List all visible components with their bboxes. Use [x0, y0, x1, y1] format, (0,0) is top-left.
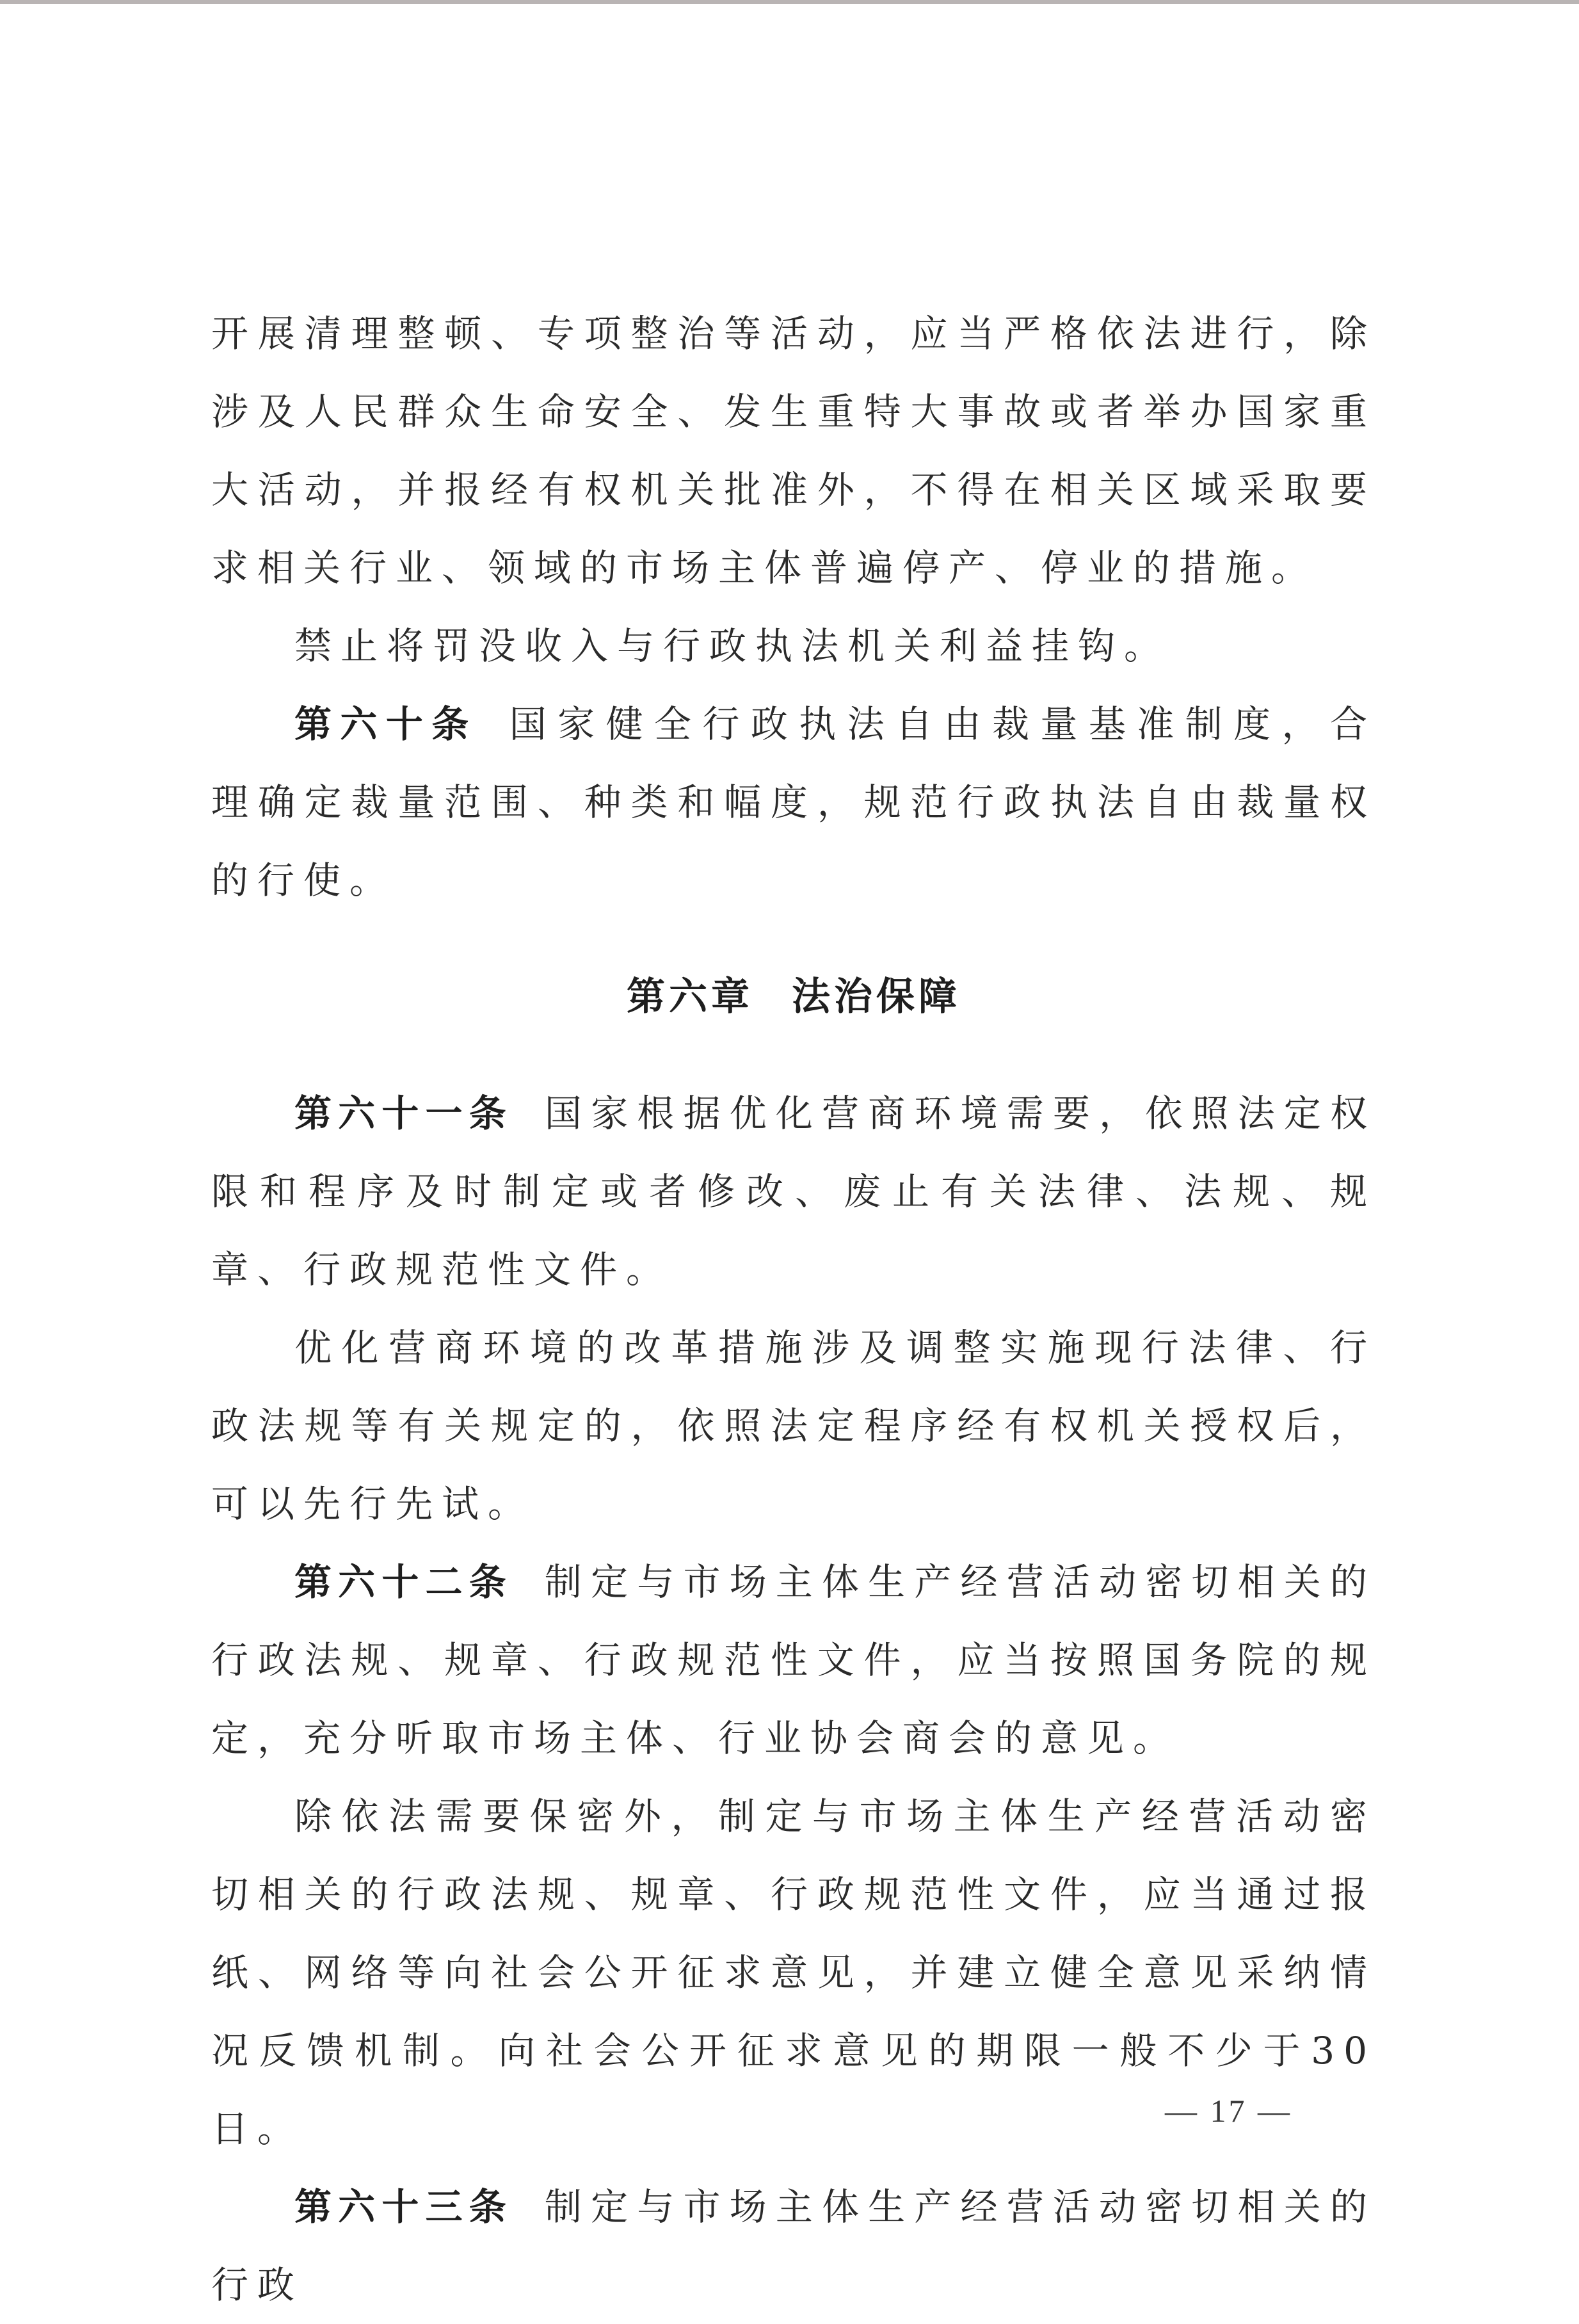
article-61-body: 国家根据优化营商环境需要，依照法定权限和程序及时制定或者修改、废止有关法律、法规、规章、行政规范性文件。: [211, 1092, 1376, 1291]
document-page: [211, 295, 1376, 2324]
article-62: [211, 1543, 1376, 1777]
article-63-body: 制定与市场主体生产经营活动密切相关的行政: [211, 2185, 1376, 2307]
page-number: — 17 —: [1165, 2093, 1292, 2129]
article-61-heading: 第六十一条: [294, 1092, 513, 1135]
article-60-heading: 第六十条: [294, 702, 477, 746]
article-61: [211, 1074, 1376, 1309]
article-60-body: 国家健全行政执法自由裁量基准制度，合理确定裁量范围、种类和幅度，规范行政执法自由裁量权的行使。: [211, 702, 1376, 902]
article-63: [211, 2168, 1376, 2324]
article-61-paragraph-2: 优化营商环境的改革措施涉及调整实施现行法律、行政法规等有关规定的，依照法定程序经有权机关授权后，可以先行先试。: [211, 1326, 1376, 1526]
chapter-title: 法治保障: [792, 974, 961, 1019]
article-62-paragraph-2: 除依法需要保密外，制定与市场主体生产经营活动密切相关的行政法规、规章、行政规范性文件，应当通过报纸、网络等向社会公开征求意见，并建立健全意见采纳情况反馈机制。向社会公开征求意见的期限一般不少于30日。: [211, 1795, 1376, 2151]
chapter-number: 第六章: [627, 974, 753, 1019]
article-63-heading: 第六十三条: [294, 2185, 513, 2229]
top-edge-rule: [0, 0, 1579, 4]
article-62-heading: 第六十二条: [294, 1560, 513, 1604]
article-62-body: 制定与市场主体生产经营活动密切相关的行政法规、规章、行政规范性文件，应当按照国务院的规定，充分听取市场主体、行业协会商会的意见。: [211, 1560, 1376, 1760]
article-60: [211, 685, 1376, 919]
paragraph-continuation: 开展清理整顿、专项整治等活动，应当严格依法进行，除涉及人民群众生命安全、发生重特大事故或者举办国家重大活动，并报经有权机关批准外，不得在相关区域采取要求相关行业、领域的市场主体普遍停产、停业的措施。: [211, 312, 1376, 590]
paragraph-penalty-income: 禁止将罚没收入与行政执法机关利益挂钩。: [294, 624, 1171, 668]
chapter-heading: [211, 958, 1376, 1036]
